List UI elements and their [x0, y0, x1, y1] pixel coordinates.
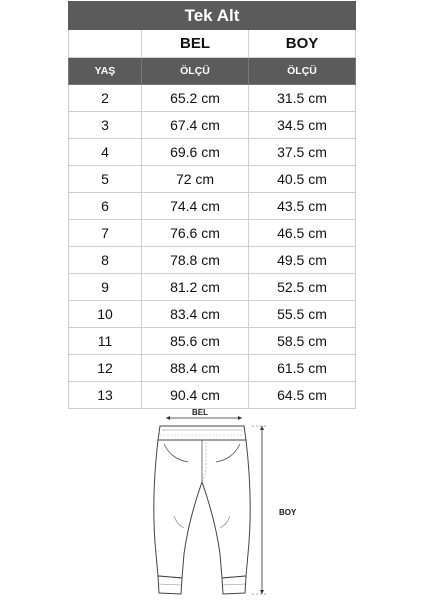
- size-table: [68, 1, 356, 409]
- bel-cell: 81.2 cm: [142, 274, 249, 301]
- boy-cell: 49.5 cm: [249, 247, 356, 274]
- age-cell: 2: [69, 85, 142, 112]
- table-row: [69, 139, 356, 166]
- age-cell: 7: [69, 220, 142, 247]
- table-row: [69, 166, 356, 193]
- title-row: [69, 2, 356, 30]
- boy-cell: 58.5 cm: [249, 328, 356, 355]
- table-row: [69, 85, 356, 112]
- boy-cell: 46.5 cm: [249, 220, 356, 247]
- table-row: [69, 301, 356, 328]
- bel-cell: 85.6 cm: [142, 328, 249, 355]
- header-bel: BEL: [142, 30, 249, 58]
- subheader-bel-olcu: ÖLÇÜ: [142, 58, 249, 85]
- age-cell: 11: [69, 328, 142, 355]
- table-row: [69, 355, 356, 382]
- boy-label: BOY: [279, 508, 297, 517]
- bel-label: BEL: [192, 408, 208, 417]
- table-title: Tek Alt: [69, 2, 356, 30]
- bel-cell: 76.6 cm: [142, 220, 249, 247]
- table-row: [69, 328, 356, 355]
- age-cell: 10: [69, 301, 142, 328]
- header-empty: [69, 30, 142, 58]
- subheader-yas: YAŞ: [69, 58, 142, 85]
- table-row: [69, 193, 356, 220]
- boy-cell: 52.5 cm: [249, 274, 356, 301]
- bel-cell: 65.2 cm: [142, 85, 249, 112]
- bel-cell: 83.4 cm: [142, 301, 249, 328]
- bel-cell: 69.6 cm: [142, 139, 249, 166]
- boy-cell: 37.5 cm: [249, 139, 356, 166]
- age-cell: 4: [69, 139, 142, 166]
- subheader-row: [69, 58, 356, 85]
- boy-cell: 61.5 cm: [249, 355, 356, 382]
- boy-cell: 31.5 cm: [249, 85, 356, 112]
- age-cell: 8: [69, 247, 142, 274]
- boy-cell: 55.5 cm: [249, 301, 356, 328]
- age-cell: 9: [69, 274, 142, 301]
- table-row: [69, 220, 356, 247]
- table-body: [69, 85, 356, 409]
- bel-cell: 90.4 cm: [142, 382, 249, 409]
- age-cell: 5: [69, 166, 142, 193]
- boy-cell: 43.5 cm: [249, 193, 356, 220]
- table-row: [69, 247, 356, 274]
- bel-cell: 67.4 cm: [142, 112, 249, 139]
- age-cell: 3: [69, 112, 142, 139]
- header-boy: BOY: [249, 30, 356, 58]
- bel-cell: 78.8 cm: [142, 247, 249, 274]
- boy-cell: 64.5 cm: [249, 382, 356, 409]
- age-cell: 6: [69, 193, 142, 220]
- pants-outline-icon: [148, 404, 308, 598]
- subheader-boy-olcu: ÖLÇÜ: [249, 58, 356, 85]
- bel-cell: 72 cm: [142, 166, 249, 193]
- age-cell: 12: [69, 355, 142, 382]
- table-row: [69, 274, 356, 301]
- boy-cell: 34.5 cm: [249, 112, 356, 139]
- size-chart: [68, 1, 355, 409]
- pants-figure: [148, 404, 308, 598]
- header-row: [69, 30, 356, 58]
- age-cell: 13: [69, 382, 142, 409]
- boy-cell: 40.5 cm: [249, 166, 356, 193]
- bel-cell: 88.4 cm: [142, 355, 249, 382]
- table-row: [69, 112, 356, 139]
- bel-cell: 74.4 cm: [142, 193, 249, 220]
